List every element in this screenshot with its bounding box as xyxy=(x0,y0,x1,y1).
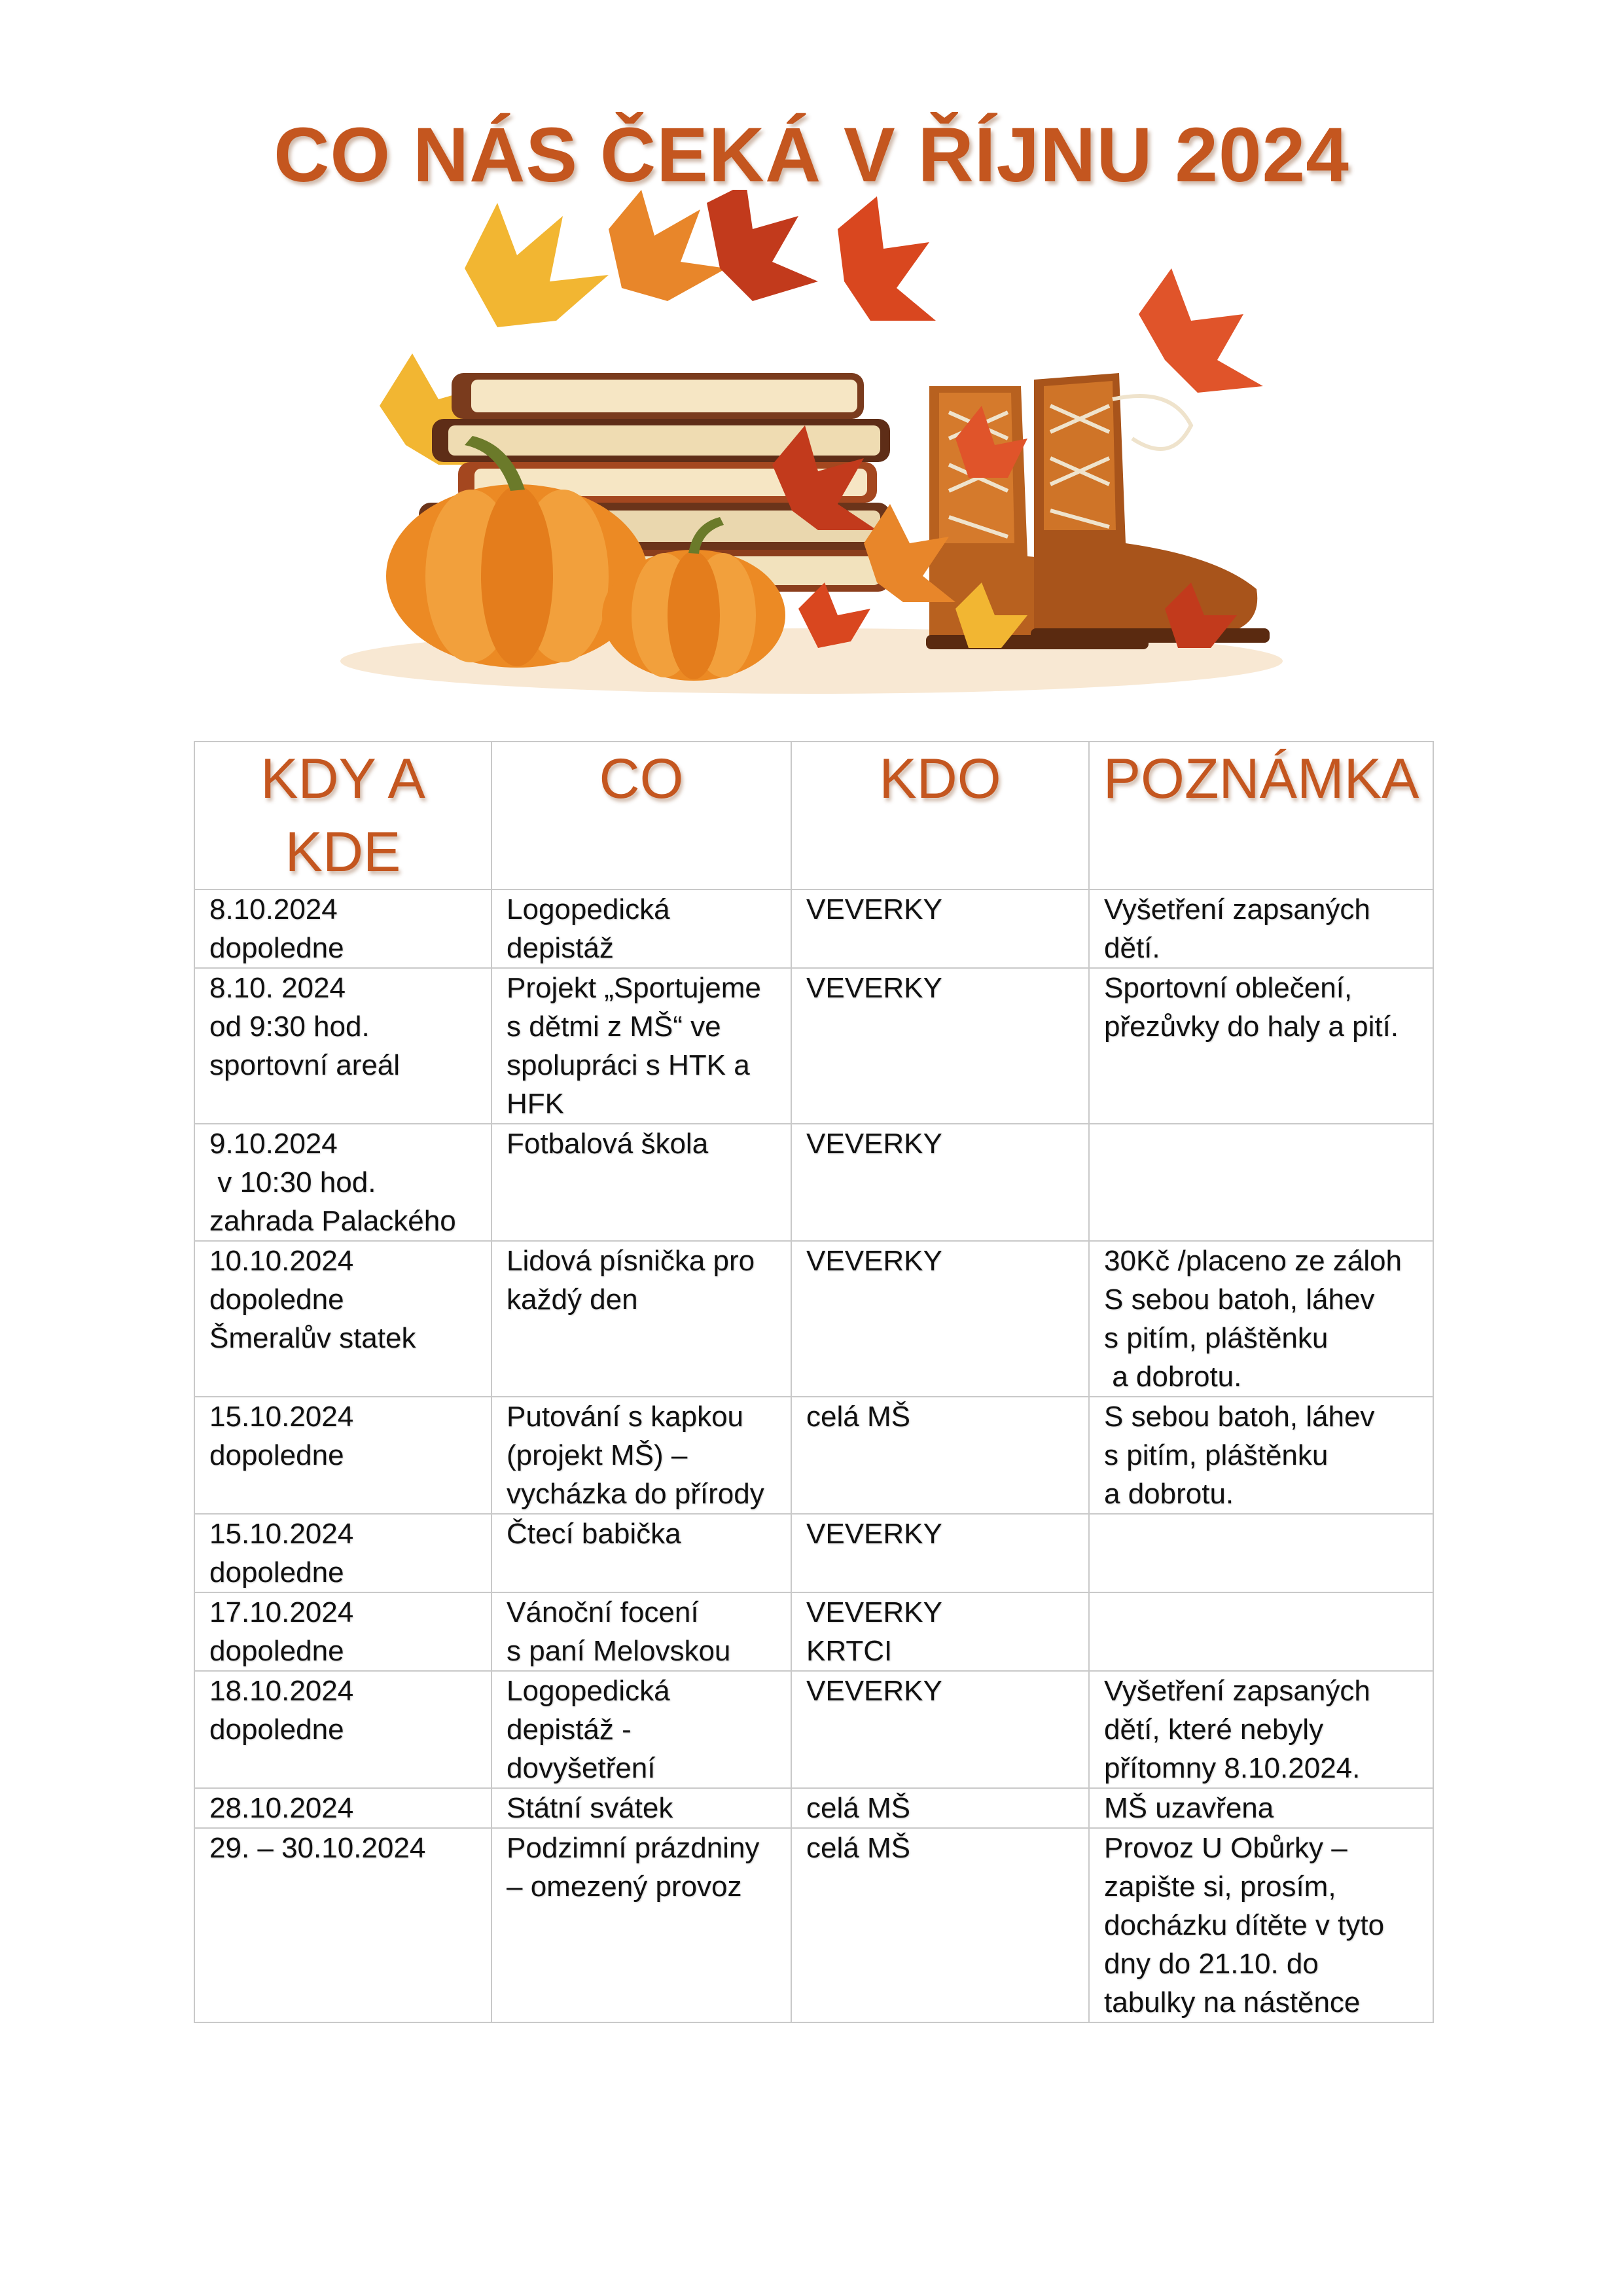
cell-text-line: s paní Melovskou xyxy=(507,1635,731,1667)
cell-text-line: VEVERKY xyxy=(806,972,942,1004)
cell-text-line: Státní svátek xyxy=(507,1792,673,1824)
cell-what xyxy=(491,968,791,1124)
cell-who xyxy=(791,1671,1089,1788)
cell-text-line: dopoledne xyxy=(209,1439,344,1471)
cell-text-line: dopoledne xyxy=(209,1283,344,1316)
header-when-where: KDY A KDE xyxy=(194,742,491,889)
cell-note xyxy=(1089,1397,1433,1514)
cell-text-line: dopoledne xyxy=(209,1713,344,1746)
cell-note xyxy=(1089,1514,1433,1592)
cell-when-where xyxy=(194,1514,491,1592)
cell-text-line: 10.10.2024 xyxy=(209,1245,354,1277)
cell-when-where xyxy=(194,1671,491,1788)
cell-text-line: Vánoční focení xyxy=(507,1596,699,1628)
cell-text-line: sportovní areál xyxy=(209,1049,401,1081)
cell-when-where xyxy=(194,1788,491,1828)
cell-text-line: Vyšetření zapsaných xyxy=(1104,893,1370,925)
cell-text-line: dětí. xyxy=(1104,932,1160,964)
cell-text-line: dopoledne xyxy=(209,1556,344,1588)
cell-text-line: Lidová písnička pro xyxy=(507,1245,755,1277)
cell-text-line: docházku dítěte v tyto xyxy=(1104,1909,1385,1941)
cell-text-line: celá MŠ xyxy=(806,1401,910,1433)
cell-text-line: dopoledne xyxy=(209,932,344,964)
cell-text-line: a dobrotu. xyxy=(1104,1478,1234,1510)
schedule-body xyxy=(194,889,1433,2022)
cell-text-line: 8.10.2024 xyxy=(209,893,338,925)
cell-text-line: celá MŠ xyxy=(806,1792,910,1824)
table-row xyxy=(194,1828,1433,2022)
table-row xyxy=(194,1397,1433,1514)
cell-text-line: spolupráci s HTK a xyxy=(507,1049,750,1081)
cell-text-line: VEVERKY xyxy=(806,1128,942,1160)
page-title: CO NÁS ČEKÁ V ŘÍJNU 2024 xyxy=(274,112,1349,199)
cell-text-line: 28.10.2024 xyxy=(209,1792,354,1824)
cell-text-line: VEVERKY xyxy=(806,1596,942,1628)
cell-text-line: a dobrotu. xyxy=(1104,1361,1242,1393)
cell-what xyxy=(491,1124,791,1241)
cell-text-line: s pitím, pláštěnku xyxy=(1104,1439,1329,1471)
cell-text-line: dětí, které nebyly xyxy=(1104,1713,1324,1746)
cell-when-where xyxy=(194,889,491,968)
cell-text-line: KRTCI xyxy=(806,1635,893,1667)
cell-note xyxy=(1089,1592,1433,1671)
cell-text-line: Vyšetření zapsaných xyxy=(1104,1675,1370,1707)
cell-what xyxy=(491,889,791,968)
cell-text-line: VEVERKY xyxy=(806,1518,942,1550)
cell-text-line: Putování s kapkou xyxy=(507,1401,744,1433)
cell-note xyxy=(1089,1671,1433,1788)
table-row xyxy=(194,889,1433,968)
cell-note xyxy=(1089,889,1433,968)
cell-text-line: Šmeralův statek xyxy=(209,1322,416,1354)
cell-who xyxy=(791,889,1089,968)
schedule-table xyxy=(194,741,1434,2023)
cell-text-line: 18.10.2024 xyxy=(209,1675,354,1707)
cell-text-line: Logopedická xyxy=(507,1675,670,1707)
table-row xyxy=(194,1514,1433,1592)
cell-text-line: zapište si, prosím, xyxy=(1104,1871,1336,1903)
autumn-books-boots-pumpkins-illustration xyxy=(301,190,1322,700)
cell-text-line: dopoledne xyxy=(209,1635,344,1667)
cell-note xyxy=(1089,968,1433,1124)
table-row xyxy=(194,1241,1433,1397)
cell-who xyxy=(791,1514,1089,1592)
cell-what xyxy=(491,1397,791,1514)
cell-text-line: 30Kč /placeno ze záloh xyxy=(1104,1245,1402,1277)
cell-who xyxy=(791,1397,1089,1514)
cell-text-line: přezůvky do haly a pití. xyxy=(1104,1011,1399,1043)
cell-text-line: přítomny 8.10.2024. xyxy=(1104,1752,1361,1784)
table-row xyxy=(194,1671,1433,1788)
cell-text-line: Fotbalová škola xyxy=(507,1128,709,1160)
cell-who xyxy=(791,1788,1089,1828)
cell-text-line: depistáž - xyxy=(507,1713,632,1746)
cell-text-line: S sebou batoh, láhev xyxy=(1104,1401,1375,1433)
cell-who xyxy=(791,1124,1089,1241)
cell-text-line: celá MŠ xyxy=(806,1832,910,1864)
cell-text-line: VEVERKY xyxy=(806,1245,942,1277)
cell-text-line: 9.10.2024 xyxy=(209,1128,338,1160)
cell-text-line: Podzimní prázdniny xyxy=(507,1832,760,1864)
cell-text-line: Logopedická xyxy=(507,893,670,925)
cell-text-line: od 9:30 hod. xyxy=(209,1011,370,1043)
cell-text-line: vycházka do přírody xyxy=(507,1478,764,1510)
cell-text-line: MŠ uzavřena xyxy=(1104,1792,1274,1824)
cell-text-line: HFK xyxy=(507,1088,564,1120)
cell-text-line: v 10:30 hod. xyxy=(209,1166,376,1198)
cell-who xyxy=(791,1592,1089,1671)
cell-note xyxy=(1089,1124,1433,1241)
cell-text-line: 15.10.2024 xyxy=(209,1518,354,1550)
table-row xyxy=(194,1788,1433,1828)
cell-when-where xyxy=(194,1124,491,1241)
table-row xyxy=(194,968,1433,1124)
cell-who xyxy=(791,1241,1089,1397)
header-row xyxy=(194,742,1433,889)
cell-text-line: VEVERKY xyxy=(806,893,942,925)
table-row xyxy=(194,1124,1433,1241)
cell-when-where xyxy=(194,1397,491,1514)
cell-text-line: – omezený provoz xyxy=(507,1871,742,1903)
cell-text-line: VEVERKY xyxy=(806,1675,942,1707)
cell-text-line: tabulky na nástěnce xyxy=(1104,1986,1361,2018)
cell-text-line: 15.10.2024 xyxy=(209,1401,354,1433)
cell-what xyxy=(491,1514,791,1592)
cell-text-line: (projekt MŠ) – xyxy=(507,1439,688,1471)
header-who: KDO xyxy=(791,742,1089,889)
cell-text-line: každý den xyxy=(507,1283,638,1316)
cell-text-line: 8.10. 2024 xyxy=(209,972,346,1004)
cell-text-line: 29. – 30.10.2024 xyxy=(209,1832,426,1864)
cell-when-where xyxy=(194,1592,491,1671)
cell-text-line: s dětmi z MŠ“ ve xyxy=(507,1011,721,1043)
table-row xyxy=(194,1592,1433,1671)
cell-who xyxy=(791,1828,1089,2022)
header-note: POZNÁMKA xyxy=(1089,742,1433,889)
cell-who xyxy=(791,968,1089,1124)
cell-text-line: Sportovní oblečení, xyxy=(1104,972,1353,1004)
cell-when-where xyxy=(194,968,491,1124)
cell-what xyxy=(491,1788,791,1828)
cell-text-line: s pitím, pláštěnku xyxy=(1104,1322,1329,1354)
cell-when-where xyxy=(194,1828,491,2022)
cell-what xyxy=(491,1671,791,1788)
cell-when-where xyxy=(194,1241,491,1397)
cell-note xyxy=(1089,1241,1433,1397)
cell-text-line: dny do 21.10. do xyxy=(1104,1948,1319,1980)
cell-text-line: zahrada Palackého xyxy=(209,1205,456,1237)
cell-text-line: depistáž xyxy=(507,932,614,964)
cell-what xyxy=(491,1592,791,1671)
cell-text-line: Čtecí babička xyxy=(507,1518,681,1550)
cell-note xyxy=(1089,1788,1433,1828)
cell-text-line: S sebou batoh, láhev xyxy=(1104,1283,1375,1316)
cell-text-line: 17.10.2024 xyxy=(209,1596,354,1628)
cell-what xyxy=(491,1241,791,1397)
cell-text-line: Provoz U Obůrky – xyxy=(1104,1832,1347,1864)
header-what: CO xyxy=(491,742,791,889)
cell-text-line: dovyšetření xyxy=(507,1752,656,1784)
cell-what xyxy=(491,1828,791,2022)
cell-text-line: Projekt „Sportujeme xyxy=(507,972,761,1004)
cell-note xyxy=(1089,1828,1433,2022)
